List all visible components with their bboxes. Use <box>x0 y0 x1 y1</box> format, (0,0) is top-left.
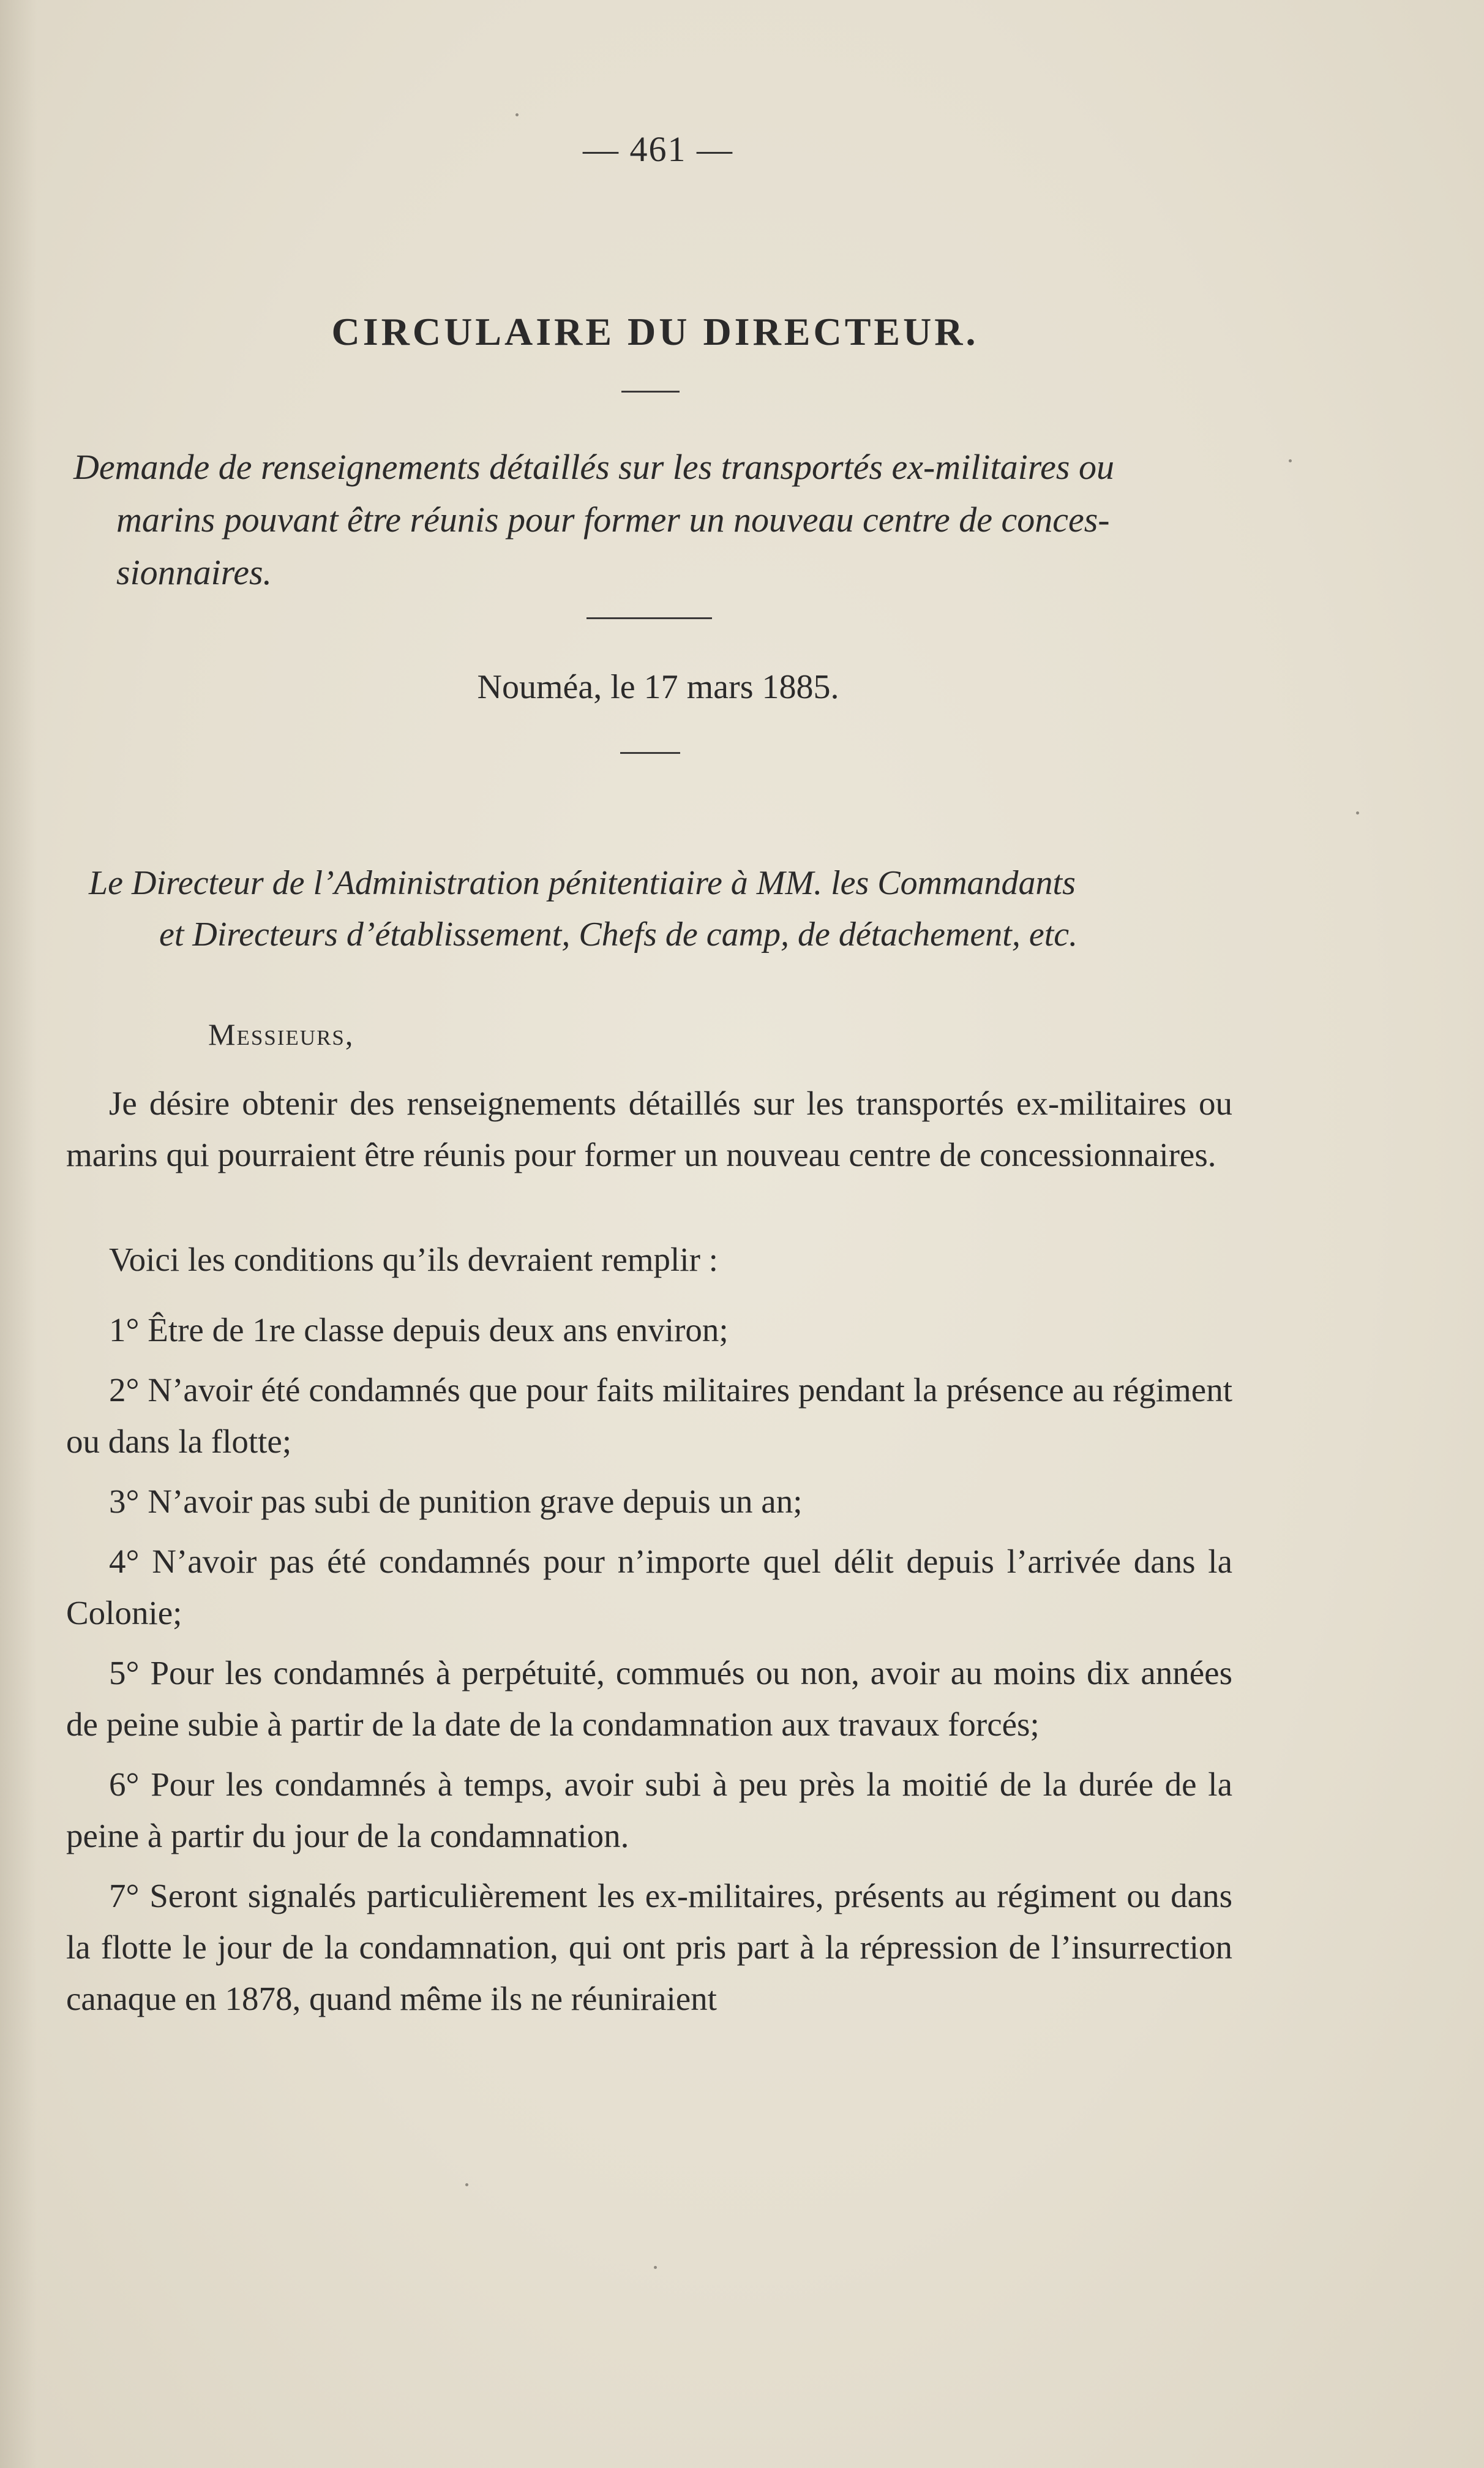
page-number: — 461 — <box>583 129 733 169</box>
condition-item: 3° N’avoir pas subi de punition grave depuis un an; <box>109 1483 803 1520</box>
condition-item: 1° Être de 1re classe depuis deux ans environ; <box>109 1311 729 1349</box>
condition-item: 4° N’avoir pas été condamnés pour n’importe quel délit depuis l’arrivée dans la Colonie; <box>66 1543 1232 1631</box>
paper-speck <box>465 2183 468 2186</box>
conditions-list <box>66 1304 1232 2033</box>
condition-item: 6° Pour les condamnés à temps, avoir subi à peu près la moitié de la durée de la peine à partir du jour de la condamnation. <box>66 1766 1232 1854</box>
subject-line-2: marins pouvant être réunis pour former un nouveau centre de conces- <box>116 500 1110 540</box>
address-block <box>89 857 1221 960</box>
circular-title: CIRCULAIRE DU DIRECTEUR. <box>331 310 979 353</box>
date-rule <box>620 752 680 754</box>
condition-item: 7° Seront signalés particulièrement les ex-militaires, présents au régiment ou dans la flotte le jour de la condamnation, qui ont pris part à la répression de l’insurrection canaque en 1878, quand même ils ne réuniraient <box>66 1877 1232 2017</box>
paper-speck <box>1289 459 1292 462</box>
paper-speck <box>654 2266 657 2269</box>
paper-speck <box>1356 811 1359 815</box>
subject-rule <box>586 617 712 619</box>
conditions-intro: Voici les conditions qu’ils devraient remplir : <box>109 1241 718 1278</box>
circular-subject <box>73 441 1237 599</box>
page-edge-shadow <box>0 0 37 2468</box>
intro-text: Je désire obtenir des renseignements détaillés sur les transportés ex-militaires ou marins qui pourraient être réunis pour former un nouveau centre de concessionnaires. <box>66 1085 1232 1173</box>
intro-paragraph <box>66 1078 1232 1181</box>
subject-line-3: sionnaires. <box>116 552 272 592</box>
condition-item: 2° N’avoir été condamnés que pour faits militaires pendant la présence au régiment ou dans la flotte; <box>66 1371 1232 1460</box>
paper-speck <box>515 113 519 116</box>
date-line: Nouméa, le 17 mars 1885. <box>477 668 839 706</box>
subject-line-1: Demande de renseignements détaillés sur les transportés ex-militaires ou <box>73 447 1114 487</box>
address-line-2: et Directeurs d’établissement, Chefs de camp, de détachement, etc. <box>159 916 1078 954</box>
condition-item: 5° Pour les condamnés à perpétuité, commués ou non, avoir au moins dix années de peine subie à partir de la date de la condamnation aux travaux forcés; <box>66 1654 1232 1743</box>
salutation: Messieurs, <box>208 1017 354 1052</box>
address-line-1: Le Directeur de l’Administration pénitentiaire à MM. les Commandants <box>89 864 1076 902</box>
title-rule <box>621 391 680 393</box>
